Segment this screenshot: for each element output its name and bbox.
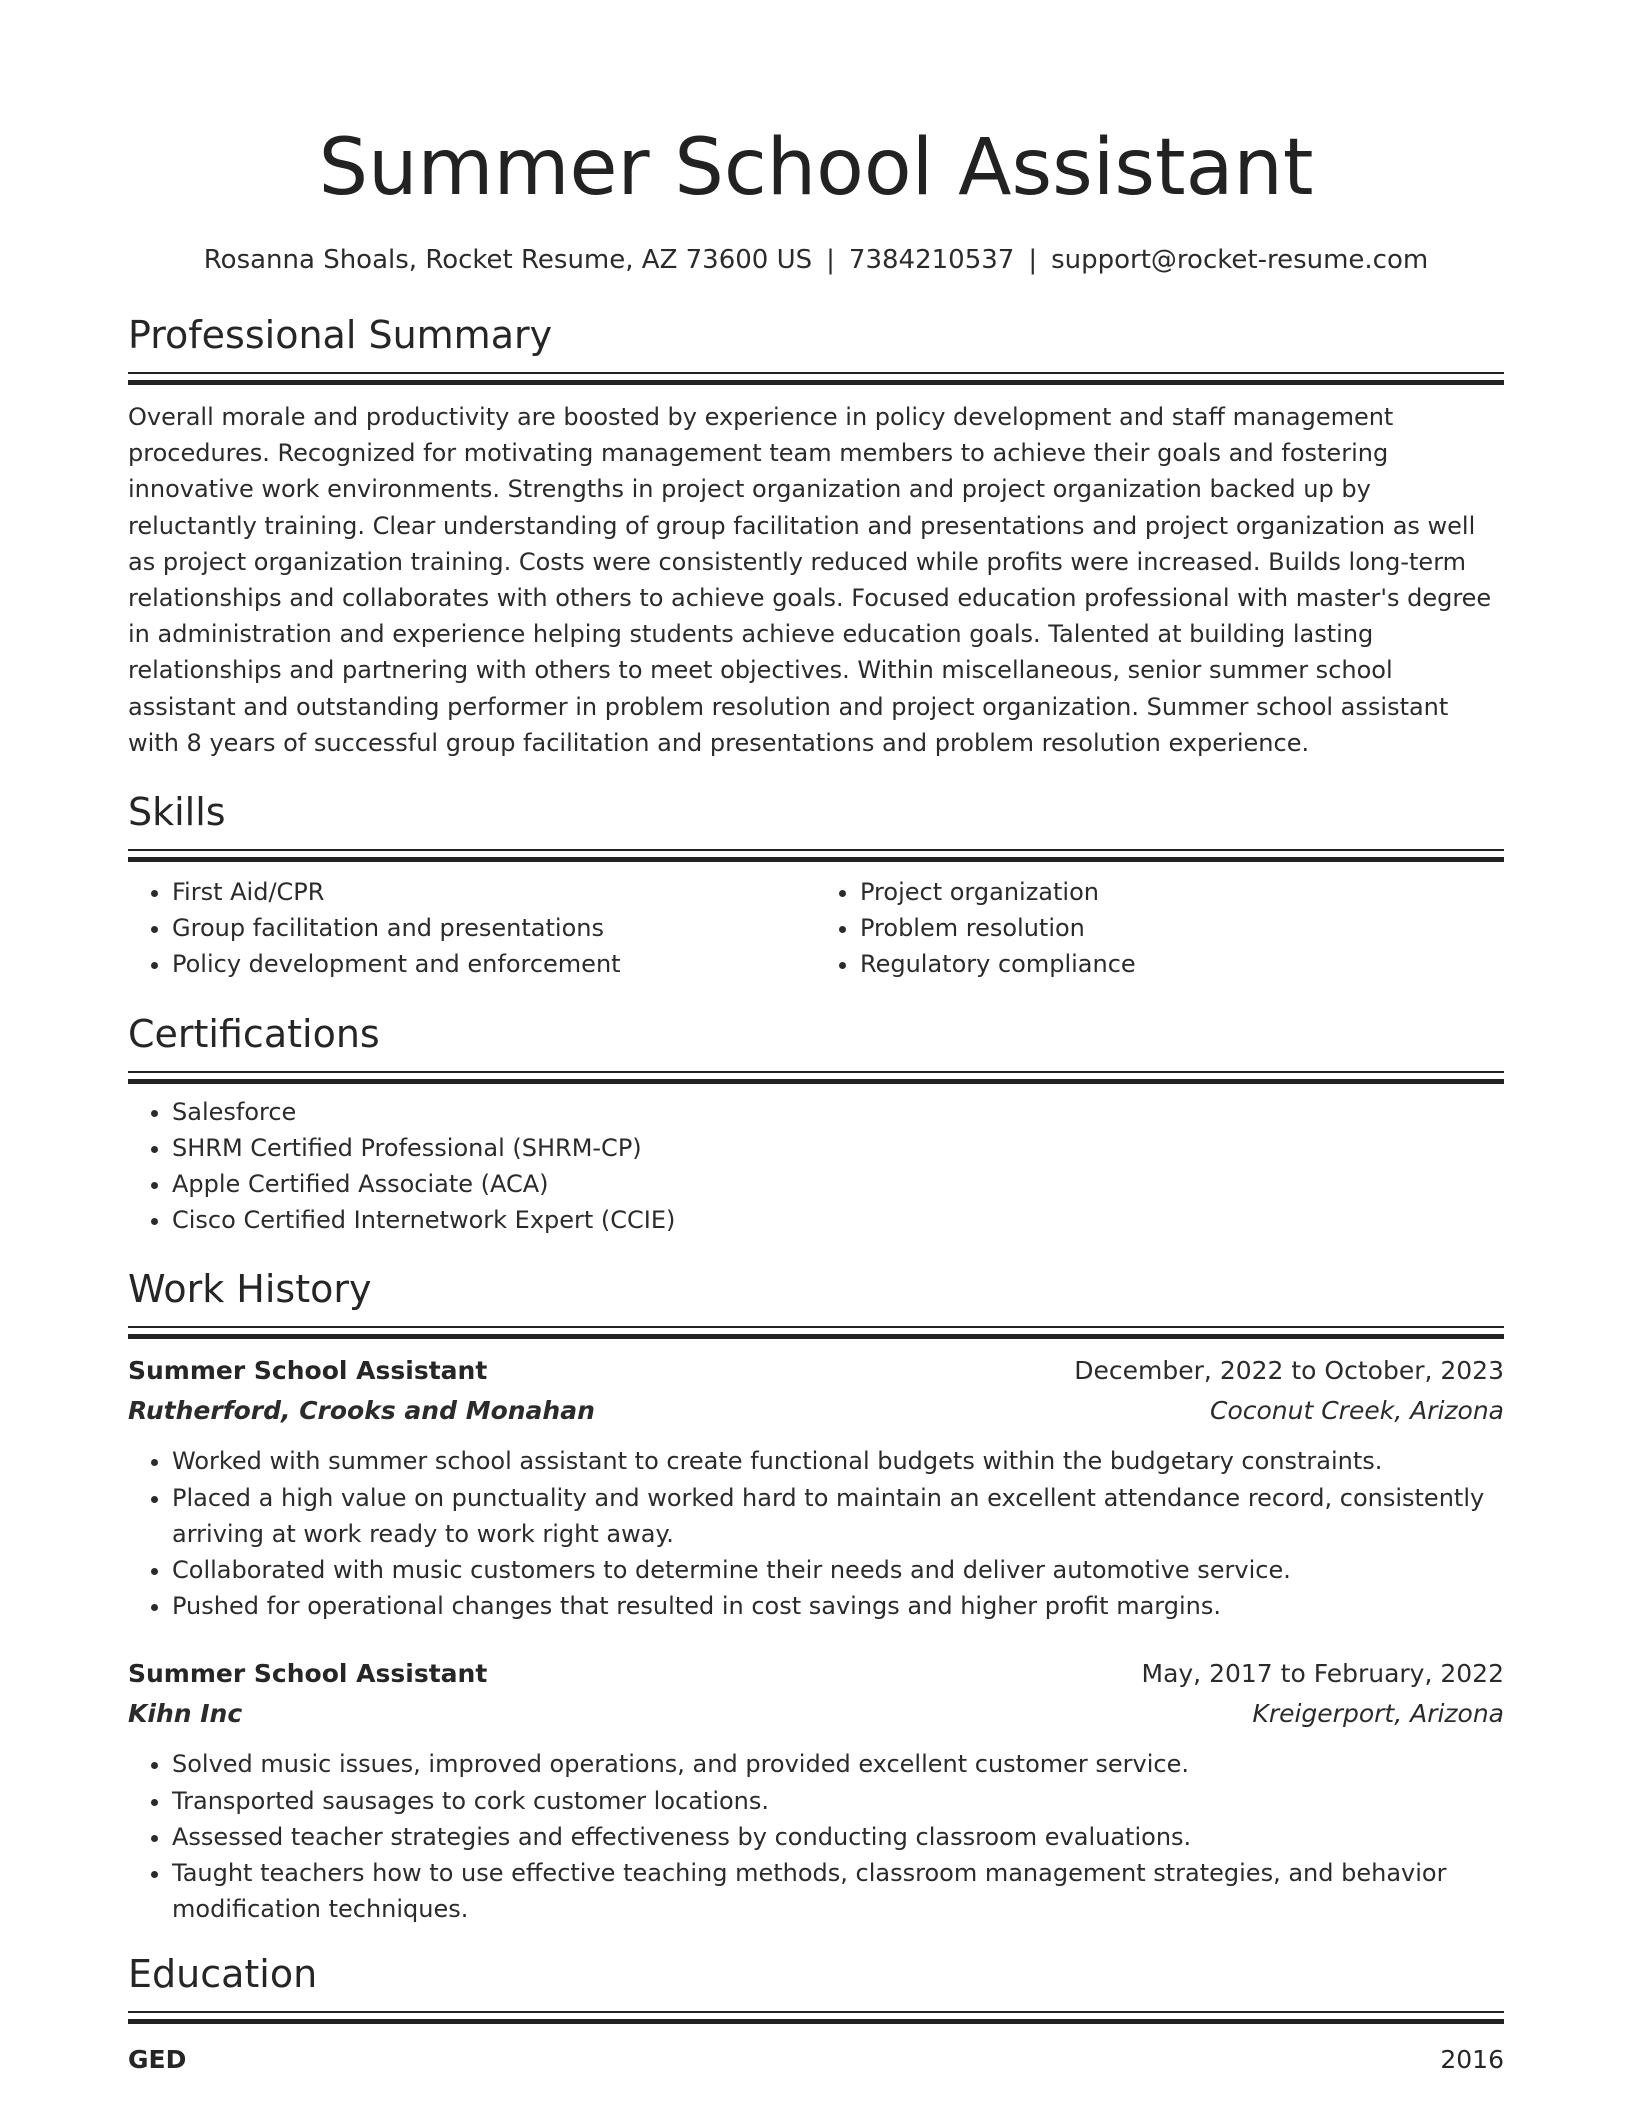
certification-item: • Cisco Certified Internetwork Expert (CCIE) bbox=[172, 1202, 1504, 1238]
skills-grid bbox=[128, 874, 1504, 983]
job-bullet: • Placed a high value on punctuality and worked hard to maintain an excellent attendance record, consistently arriving at work ready to work right away. bbox=[172, 1480, 1504, 1552]
job-company: Kihn Inc bbox=[128, 1699, 243, 1729]
job-entry bbox=[128, 1351, 1504, 1624]
skill-item: • First Aid/CPR bbox=[172, 874, 816, 910]
summary-section bbox=[128, 310, 1504, 761]
certification-item: • SHRM Certified Professional (SHRM-CP) bbox=[172, 1130, 1504, 1166]
section-divider bbox=[128, 2011, 1504, 2022]
contact-address: Rosanna Shoals, Rocket Resume, AZ 73600 US bbox=[203, 245, 813, 275]
section-divider bbox=[128, 1071, 1504, 1082]
job-bullet: • Transported sausages to cork customer locations. bbox=[172, 1783, 1504, 1819]
section-divider bbox=[128, 849, 1504, 860]
job-bullet: • Worked with summer school assistant to create functional budgets within the budgetary constraints. bbox=[172, 1443, 1504, 1479]
job-bullet: • Pushed for operational changes that resulted in cost savings and higher profit margins. bbox=[172, 1588, 1504, 1624]
job-subheader bbox=[128, 1694, 1504, 1734]
job-header bbox=[128, 1654, 1504, 1694]
education-degree: GED bbox=[128, 2045, 187, 2075]
job-title: Summer School Assistant bbox=[128, 1356, 488, 1386]
education-entry bbox=[128, 2040, 1504, 2080]
education-year: 2016 bbox=[1440, 2045, 1504, 2075]
certifications-heading: Certifications bbox=[128, 1011, 380, 1056]
job-bullets bbox=[128, 1746, 1504, 1927]
skill-item: • Project organization bbox=[860, 874, 1504, 910]
contact-line bbox=[128, 240, 1504, 280]
summary-heading: Professional Summary bbox=[128, 313, 553, 357]
contact-separator: | bbox=[1028, 245, 1038, 275]
resume-title: Summer School Assistant bbox=[318, 123, 1314, 213]
section-divider bbox=[128, 1326, 1504, 1337]
skills-heading: Skills bbox=[128, 790, 226, 835]
skill-item: • Problem resolution bbox=[860, 910, 1504, 946]
certification-item: • Apple Certified Associate (ACA) bbox=[172, 1166, 1504, 1202]
certification-item: • Salesforce bbox=[172, 1094, 1504, 1130]
job-dates: December, 2022 to October, 2023 bbox=[1074, 1356, 1504, 1386]
job-company: Rutherford, Crooks and Monahan bbox=[128, 1396, 595, 1426]
skills-list-left bbox=[128, 874, 816, 983]
certifications-section bbox=[128, 1009, 1504, 1239]
job-bullet: • Collaborated with music customers to determine their needs and deliver automotive service. bbox=[172, 1552, 1504, 1588]
education-section bbox=[128, 1949, 1504, 2080]
contact-phone: 7384210537 bbox=[848, 245, 1015, 275]
certifications-list bbox=[128, 1094, 1504, 1239]
skill-item: • Regulatory compliance bbox=[860, 946, 1504, 982]
job-location: Kreigerport, Arizona bbox=[1252, 1699, 1504, 1729]
job-entry bbox=[128, 1654, 1504, 1927]
section-divider bbox=[128, 372, 1504, 383]
skill-item: • Policy development and enforcement bbox=[172, 946, 816, 982]
job-bullets bbox=[128, 1443, 1504, 1624]
contact-separator: | bbox=[826, 245, 835, 275]
job-title: Summer School Assistant bbox=[128, 1659, 488, 1689]
work-history-heading: Work History bbox=[128, 1267, 372, 1312]
job-subheader bbox=[128, 1391, 1504, 1431]
education-heading: Education bbox=[128, 1952, 318, 1997]
job-dates: May, 2017 to February, 2022 bbox=[1141, 1659, 1504, 1689]
contact-email: support@rocket-resume.com bbox=[1051, 245, 1429, 275]
job-header bbox=[128, 1351, 1504, 1391]
skills-list-right bbox=[816, 874, 1504, 983]
skill-item: • Group facilitation and presentations bbox=[172, 910, 816, 946]
work-history-section bbox=[128, 1264, 1504, 1927]
summary-text: Overall morale and productivity are boosted by experience in policy development and staff management procedures. Recognized for motivating management team members to achieve their goals and fostering innovative work environments. Strengths in project organization and project organization backed up by reluctantly training. Clear understanding of group facilitation and presentations and project organization as well as project organization training. Costs were consistently reduced while profits were increased. Builds long-term relationships and collaborates with others to achieve goals. Focused education professional with master's degree in administration and experience helping students achieve education goals. Talented at building lasting relationships and partnering with others to meet objectives. Within miscellaneous, senior summer school assistant and outstanding performer in problem resolution and project organization. Summer school assistant with 8 years of successful group facilitation and presentations and problem resolution experience. bbox=[128, 403, 1492, 757]
job-location: Coconut Creek, Arizona bbox=[1209, 1396, 1504, 1426]
skills-section bbox=[128, 787, 1504, 983]
job-bullet: • Solved music issues, improved operations, and provided excellent customer service. bbox=[172, 1746, 1504, 1782]
job-bullet: • Taught teachers how to use effective teaching methods, classroom management strategies, and behavior modification techniques. bbox=[172, 1855, 1504, 1927]
job-bullet: • Assessed teacher strategies and effectiveness by conducting classroom evaluations. bbox=[172, 1819, 1504, 1855]
